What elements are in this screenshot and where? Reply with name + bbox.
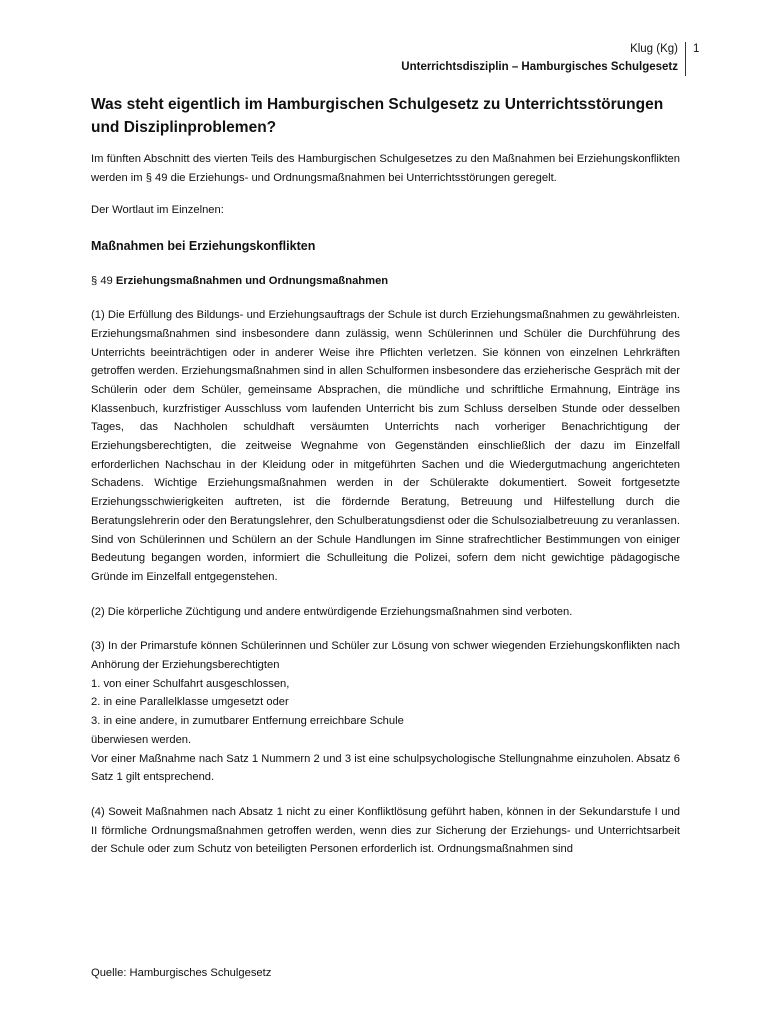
paragraph-1: (1) Die Erfüllung des Bildungs- und Erziehungsauftrags der Schule ist durch Erziehungsmaßnahmen zu gewährleisten. Erziehungsmaßnahmen sind insbesondere dann zulässig, wenn Schülerinnen und Schüler die Durchführung des Unterrichts beeinträchtigen oder in anderer Weise ihre Pflichten verletzen. Sie können von einzelnen Lehrkräften getroffen werden. Erziehungsmaßnahmen sind in allen Schulformen insbesondere das erzieherische Gespräch mit der Schülerin oder dem Schüler, gemeinsame Absprachen, die mündliche und schriftliche Ermahnung, Einträge ins Klassenbuch, kurzfristiger Ausschluss vom laufenden Unterricht bis zum Schluss derselben Stunde oder desselben Tages, das Nachholen schuldhaft versäumten Unterrichts nach vorheriger Benachrichtigung der Erziehungsberechtigten, die zeitweise Wegnahme von Gegenständen einschließlich der dazu im Einzelfall erforderlichen Nachschau in der Kleidung oder in mitgeführten Sachen und die Wiedergutmachung angerichteten Schadens. Wichtige Erziehungsmaßnahmen werden in der Schülerakte dokumentiert. Soweit fortgesetzte Erziehungsschwierigkeiten auftreten, ist die fördernde Beratung, Betreuung und Hilfestellung durch die Beratungslehrerin oder den Beratungslehrer, den Schulberatungsdienst oder die Schulsozialbetreuung zu veranlassen. Sind von Schülerinnen und Schülern an der Schule Handlungen im Sinne strafrechtlicher Bestimmungen von einiger Bedeutung begangen worden, informiert die Schulleitung die Polizei, sofern dem nicht gewichtige pädagogische Gründe im Einzelfall entgegenstehen. bbox=[91, 309, 680, 583]
paragraph-3-after: überwiesen werden. bbox=[91, 733, 192, 746]
paragraph-number: § 49 bbox=[91, 275, 116, 288]
source-note: Quelle: Hamburgisches Schulgesetz bbox=[91, 967, 272, 979]
wording-label: Der Wortlaut im Einzelnen: bbox=[91, 204, 224, 217]
paragraph-2: (2) Die körperliche Züchtigung und andere entwürdigende Erziehungsmaßnahmen sind verboten. bbox=[91, 605, 573, 618]
paragraph-4: (4) Soweit Maßnahmen nach Absatz 1 nicht zu einer Konfliktlösung geführt haben, können in der Sekundarstufe I und II förmliche Ordnungsmaßnahmen getroffen werden, wenn dies zur Sicherung der Erziehungs- und Unterrichtsarbeit der Schule oder zum Schutz von beteiligten Personen erforderlich ist. Ordnungsmaßnahmen sind bbox=[91, 805, 680, 856]
list-item: 3. in eine andere, in zumutbarer Entfernung erreichbare Schule bbox=[91, 715, 404, 728]
paragraph-3-note: Vor einer Maßnahme nach Satz 1 Nummern 2 und 3 ist eine schulpsychologische Stellungnahme einzuholen. Absatz 6 Satz 1 gilt entsprechend. bbox=[91, 752, 680, 784]
document-body bbox=[91, 93, 680, 859]
document-title: Was steht eigentlich im Hamburgischen Schulgesetz zu Unterrichtsstörungen und Disziplinproblemen? bbox=[91, 96, 664, 136]
paragraph-3-intro: (3) In der Primarstufe können Schülerinnen und Schüler zur Lösung von schwer wiegenden Erziehungskonflikten nach Anhörung der Erziehungsberechtigten bbox=[91, 640, 680, 672]
header-author: Klug (Kg) bbox=[630, 43, 678, 55]
list-item: 2. in eine Parallelklasse umgesetzt oder bbox=[91, 696, 289, 709]
page-number: 1 bbox=[693, 43, 700, 55]
intro-paragraph: Im fünften Abschnitt des vierten Teils des Hamburgischen Schulgesetzes zu den Maßnahmen bei Erziehungskonflikten werden im § 49 die Erziehungs- und Ordnungsmaßnahmen bei Unterrichtsstörungen geregelt. bbox=[91, 153, 680, 184]
section-heading: Maßnahmen bei Erziehungskonflikten bbox=[91, 239, 316, 254]
list-item: 1. von einer Schulfahrt ausgeschlossen, bbox=[91, 677, 290, 690]
header-subtitle: Unterrichtsdisziplin – Hamburgisches Schulgesetz bbox=[401, 61, 678, 73]
paragraph-title bbox=[91, 272, 680, 290]
paragraph-name: Erziehungsmaßnahmen und Ordnungsmaßnahmen bbox=[115, 275, 389, 288]
header-divider bbox=[685, 42, 686, 76]
running-header bbox=[401, 40, 678, 76]
